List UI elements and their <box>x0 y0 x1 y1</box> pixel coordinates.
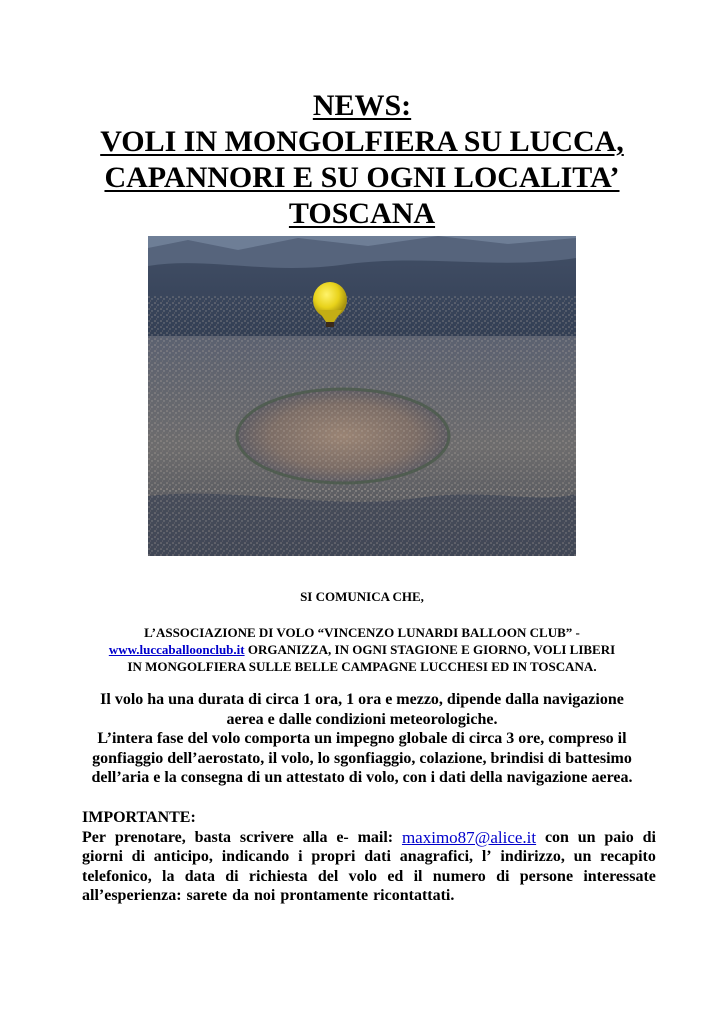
word: i <box>298 848 303 865</box>
balloon-photo <box>148 236 576 556</box>
announcement-intro <box>40 588 684 605</box>
word: richiesta <box>248 867 308 885</box>
booking-row-2 <box>82 847 656 867</box>
word: recapito <box>600 848 656 865</box>
word: numero <box>432 867 486 885</box>
announcement-line-3 <box>40 641 684 658</box>
description-line-5: dell’aria e la consegna di un attestato di volo, con i dati della navigazione aerea. <box>91 769 633 786</box>
announcement-line-2: L’ASSOCIAZIONE DI VOLO “VINCENZO LUNARDI BALLOON CLUB” - <box>144 625 580 640</box>
word: anticipo, <box>153 848 213 865</box>
word: paio <box>604 828 634 846</box>
booking-row-4 <box>82 886 656 906</box>
word: il <box>413 867 423 885</box>
title-line-2: VOLI IN MONGOLFIERA SU LUCCA, <box>100 125 624 158</box>
important-heading: IMPORTANTE: <box>82 809 196 826</box>
word: di <box>496 867 510 885</box>
word: prenotare, <box>114 828 186 846</box>
word: data <box>184 867 215 885</box>
word: indicando <box>221 848 290 865</box>
title-line-1: NEWS: <box>312 89 412 122</box>
word: di <box>225 867 239 885</box>
booking-info <box>82 808 656 906</box>
club-website-link[interactable]: www.luccaballoonclub.it <box>108 642 245 657</box>
title-line-3: CAPANNORI E SU OGNI LOCALITA’ <box>104 161 620 194</box>
description-line-4: gonfiaggio dell’aerostato, il volo, lo sgonfiaggio, colazione, brindisi di battesimo <box>92 749 632 767</box>
flight-description <box>40 690 684 788</box>
page-title <box>40 88 684 232</box>
word: del <box>317 867 339 885</box>
word: dati <box>364 848 391 865</box>
word: sarete <box>186 887 228 904</box>
word: con <box>544 828 569 846</box>
word: prontamente <box>280 887 369 904</box>
title-line-4: TOSCANA <box>288 197 436 230</box>
word: l’ <box>481 848 492 865</box>
word: indirizzo, <box>500 848 565 865</box>
description-line-3: L’intera fase del volo comporta un impegno globale di circa 3 ore, compreso il <box>97 730 627 747</box>
word: di <box>131 848 146 865</box>
announcement-line-3-text: ORGANIZZA, IN OGNI STAGIONE E GIORNO, VOLI LIBERI <box>244 642 616 657</box>
word: volo <box>348 867 378 885</box>
word: propri <box>311 848 356 865</box>
description-line-2: aerea e dalle condizioni meteorologiche. <box>226 710 498 728</box>
word: la <box>162 867 175 885</box>
word: noi <box>254 887 276 904</box>
word: interessate <box>583 867 656 885</box>
word: mail: <box>357 828 394 846</box>
word: scrivere <box>239 828 294 846</box>
word: da <box>232 887 250 904</box>
word: alla <box>302 828 328 846</box>
word: e- <box>336 828 349 846</box>
word: di <box>642 828 656 846</box>
word: Per <box>82 828 106 846</box>
announcement-line-1: SI COMUNICA CHE, <box>300 589 424 604</box>
word: telefonico, <box>82 867 152 885</box>
word: persone <box>519 867 574 885</box>
word: ricontattati. <box>373 887 455 904</box>
description-line-1: Il volo ha una durata di circa 1 ora, 1 ora e mezzo, dipende dalla navigazione <box>100 691 624 708</box>
word: giorni <box>82 848 123 865</box>
word: all’esperienza: <box>82 887 182 904</box>
word: un <box>573 848 592 865</box>
announcement-body <box>40 624 684 675</box>
booking-row-1 <box>82 828 656 848</box>
word: un <box>577 828 596 846</box>
word: ed <box>387 867 404 885</box>
booking-email-link[interactable]: maximo87@alice.it <box>401 827 537 847</box>
booking-row-3 <box>82 867 656 887</box>
word: basta <box>194 828 232 846</box>
word: anagrafici, <box>399 848 474 865</box>
announcement-line-4: IN MONGOLFIERA SULLE BELLE CAMPAGNE LUCCHESI ED IN TOSCANA. <box>127 659 597 674</box>
